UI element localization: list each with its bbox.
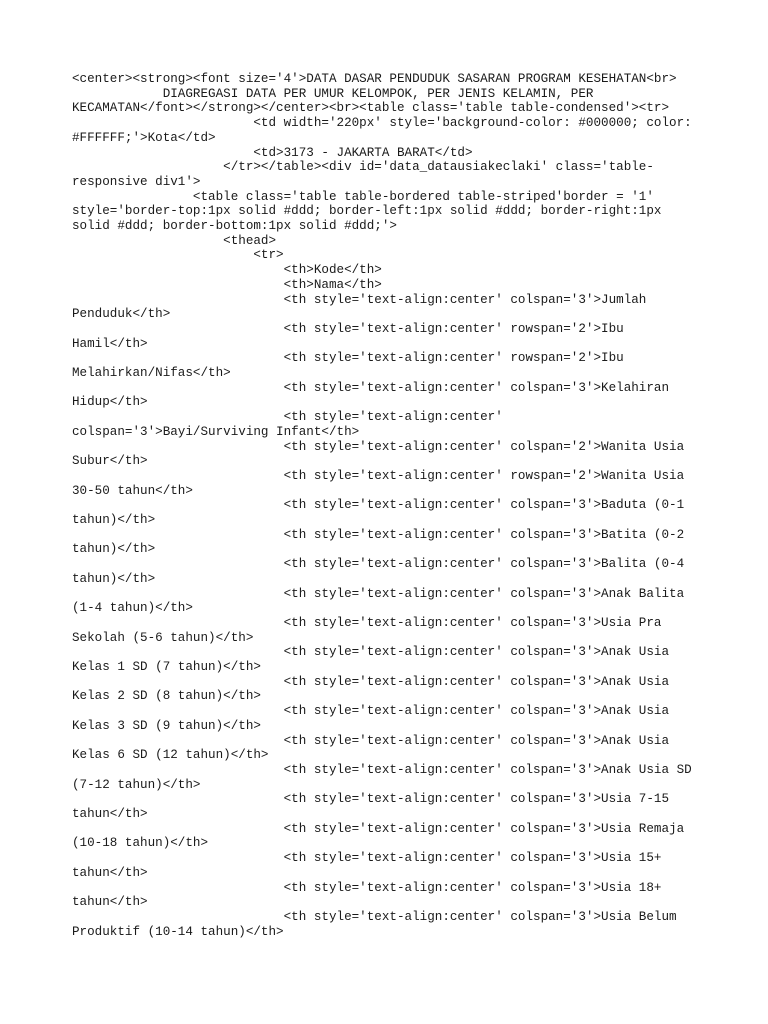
text-line: <td>3173 - JAKARTA BARAT</td> [72, 145, 473, 160]
text-line: <th style='text-align:center' colspan='3'>Usia 7-15 [72, 792, 670, 807]
text-line: Penduduk</th> [72, 307, 171, 322]
text-line: tahun)</th> [72, 513, 156, 527]
text-line: <th style='text-align:center' colspan='3'>Usia Pra [72, 615, 662, 630]
text-line: Kelas 2 SD (8 tahun)</th> [72, 689, 261, 704]
text-line: Sekolah (5-6 tahun)</th> [72, 630, 254, 645]
text-line: Kelas 6 SD (12 tahun)</th> [72, 748, 269, 763]
text-line: tahun</th> [72, 807, 148, 821]
text-line: Hamil</th> [72, 336, 148, 351]
text-line: (7-12 tahun)</th> [72, 777, 201, 792]
text-line: (1-4 tahun)</th> [72, 601, 193, 616]
text-line: <th style='text-align:center' colspan='2'>Wanita Usia [72, 439, 685, 454]
text-line: <th style='text-align:center' colspan='3'>Usia 18+ [72, 880, 662, 895]
text-line: <td width='220px' style='background-color: #000000; color: [72, 116, 692, 131]
text-line: <th style='text-align:center' colspan='3'>Usia Belum [72, 909, 677, 924]
text-line: Kelas 3 SD (9 tahun)</th> [72, 718, 261, 733]
text-line: 30-50 tahun</th> [72, 483, 193, 498]
text-line: #FFFFFF;'>Kota</td> [72, 130, 216, 145]
text-line: <th style='text-align:center' colspan='3'>Anak Usia SD [72, 762, 692, 777]
text-line: Hidup</th> [72, 395, 148, 410]
text-line: <th>Kode</th> [72, 263, 382, 278]
text-line: <th style='text-align:center' colspan='3'>Batita (0-2 [72, 527, 685, 542]
text-line: (10-18 tahun)</th> [72, 836, 209, 851]
text-line: <th style='text-align:center' [72, 410, 503, 425]
text-line: DIAGREGASI DATA PER UMUR KELOMPOK, PER JENIS KELAMIN, PER [72, 86, 594, 101]
text-line: <th style='text-align:center' colspan='3'>Anak Usia [72, 645, 670, 660]
text-line: Subur</th> [72, 454, 148, 469]
text-line: tahun)</th> [72, 542, 156, 557]
text-line: <th style='text-align:center' rowspan='2'>Ibu [72, 321, 624, 336]
text-line: <th style='text-align:center' colspan='3'>Anak Usia [72, 704, 670, 719]
text-line: <th style='text-align:center' colspan='3'>Jumlah [72, 292, 647, 307]
text-line: tahun)</th> [72, 571, 156, 586]
text-line: style='border-top:1px solid #ddd; border-left:1px solid #ddd; border-right:1px [72, 204, 662, 219]
text-line: responsive div1'> [72, 174, 201, 189]
text-line: colspan='3'>Bayi/Surviving Infant</th> [72, 424, 360, 439]
text-line: Melahirkan/Nifas</th> [72, 366, 231, 380]
text-line: </tr></table><div id='data_datausiakeclaki' class='table- [72, 160, 654, 175]
text-line: <th style='text-align:center' colspan='3'>Baduta (0-1 [72, 498, 685, 513]
text-line: <th style='text-align:center' colspan='3'>Usia Remaja [72, 821, 685, 836]
text-line: <th style='text-align:center' rowspan='2'>Wanita Usia [72, 468, 685, 483]
text-line: <th style='text-align:center' colspan='3'>Usia 15+ [72, 851, 662, 866]
text-line: tahun</th> [72, 865, 148, 880]
text-line: <table class='table table-bordered table-striped'border = '1' [72, 189, 654, 204]
text-line: <th style='text-align:center' colspan='3'>Kelahiran [72, 380, 670, 395]
text-line: solid #ddd; border-bottom:1px solid #ddd;'> [72, 219, 397, 233]
text-line: <th style='text-align:center' colspan='3'>Anak Usia [72, 674, 670, 689]
text-line: <center><strong><font size='4'>DATA DASAR PENDUDUK SASARAN PROGRAM KESEHATAN<br> [72, 72, 677, 86]
text-line: tahun</th> [72, 895, 148, 910]
text-line: KECAMATAN</font></strong></center><br><table class='table table-condensed'><tr> [72, 101, 670, 116]
text-line: <th style='text-align:center' colspan='3'>Balita (0-4 [72, 557, 685, 572]
text-line: <th style='text-align:center' rowspan='2'>Ibu [72, 351, 624, 366]
text-line: <th style='text-align:center' colspan='3'>Anak Balita [72, 586, 685, 601]
text-line: <tr> [72, 248, 284, 263]
text-line: Kelas 1 SD (7 tahun)</th> [72, 660, 261, 674]
text-line: Produktif (10-14 tahun)</th> [72, 924, 284, 939]
text-line: <thead> [72, 233, 277, 248]
text-line: <th style='text-align:center' colspan='3'>Anak Usia [72, 733, 670, 748]
text-line: <th>Nama</th> [72, 277, 382, 292]
